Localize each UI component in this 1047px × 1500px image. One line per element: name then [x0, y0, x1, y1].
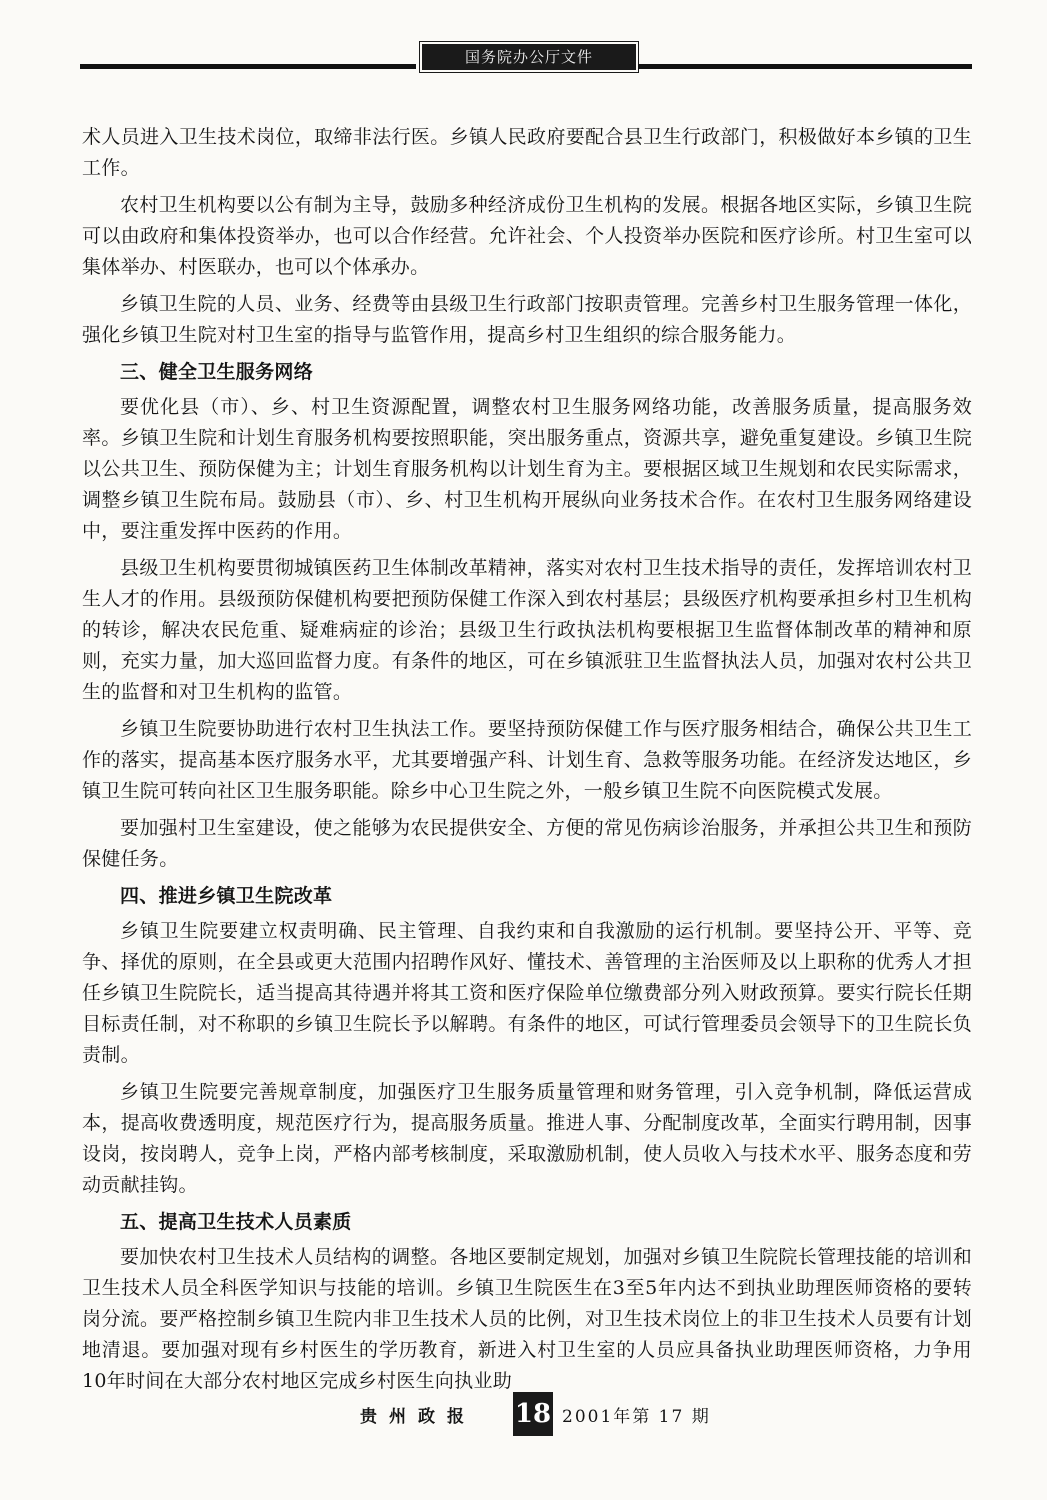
article-body — [82, 122, 972, 1403]
paragraph: 要加快农村卫生技术人员结构的调整。各地区要制定规划，加强对乡镇卫生院院长管理技能的培训和卫生技术人员全科医学知识与技能的培训。乡镇卫生院医生在3至5年内达不到执业助理医师资格的要转岗分流。要严格控制乡镇卫生院内非卫生技术人员的比例，对卫生技术岗位上的非卫生技术人员要有计划地清退。要加强对现有乡村医生的学历教育，新进入村卫生室的人员应具备执业助理医师资格，力争用10年时间在大部分农村地区完成乡村医生向执业助 — [82, 1246, 972, 1392]
page-number: 18 — [513, 1392, 553, 1436]
page-header — [80, 42, 972, 72]
paragraph: 乡镇卫生院的人员、业务、经费等由县级卫生行政部门按职责管理。完善乡村卫生服务管理一体化，强化乡镇卫生院对村卫生室的指导与监管作用，提高乡村卫生组织的综合服务能力。 — [82, 293, 972, 346]
page-footer — [0, 1390, 1047, 1440]
header-rule-right — [638, 64, 972, 69]
paragraph: 乡镇卫生院要完善规章制度，加强医疗卫生服务质量管理和财务管理，引入竞争机制，降低运营成本，提高收费透明度，规范医疗行为，提高服务质量。推进人事、分配制度改革，全面实行聘用制，因事设岗，按岗聘人，竞争上岗，严格内部考核制度，采取激励机制，使人员收入与技术水平、服务态度和劳动贡献挂钩。 — [82, 1081, 972, 1196]
section-heading-5: 五、提高卫生技术人员素质 — [120, 1211, 352, 1233]
section-heading-4: 四、推进乡镇卫生院改革 — [120, 885, 333, 907]
paragraph: 要加强村卫生室建设，使之能够为农民提供安全、方便的常见伤病诊治服务，并承担公共卫生和预防保健任务。 — [82, 817, 972, 870]
paragraph: 要优化县（市）、乡、村卫生资源配置，调整农村卫生服务网络功能，改善服务质量，提高服务效率。乡镇卫生院和计划生育服务机构要按照职能，突出服务重点，资源共享，避免重复建设。乡镇卫生院以公共卫生、预防保健为主；计划生育服务机构以计划生育为主。要根据区域卫生规划和农民实际需求，调整乡镇卫生院布局。鼓励县（市）、乡、村卫生机构开展纵向业务技术合作。在农村卫生服务网络建设中，要注重发挥中医药的作用。 — [82, 396, 972, 542]
header-title: 国务院办公厅文件 — [422, 44, 636, 70]
paragraph: 农村卫生机构要以公有制为主导，鼓励多种经济成份卫生机构的发展。根据各地区实际，乡镇卫生院可以由政府和集体投资举办，也可以合作经营。允许社会、个人投资举办医院和医疗诊所。村卫生室可以集体举办、村医联办，也可以个体承办。 — [82, 194, 972, 278]
paragraph: 县级卫生机构要贯彻城镇医药卫生体制改革精神，落实对农村卫生技术指导的责任，发挥培训农村卫生人才的作用。县级预防保健机构要把预防保健工作深入到农村基层；县级医疗机构要承担乡村卫生机构的转诊，解决农民危重、疑难病症的诊治；县级卫生行政执法机构要根据卫生监督体制改革的精神和原则，充实力量，加大巡回监督力度。有条件的地区，可在乡镇派驻卫生监督执法人员，加强对农村公共卫生的监督和对卫生机构的监管。 — [82, 557, 972, 703]
header-rule-left — [80, 64, 416, 69]
paragraph: 乡镇卫生院要协助进行农村卫生执法工作。要坚持预防保健工作与医疗服务相结合，确保公共卫生工作的落实，提高基本医疗服务水平，尤其要增强产科、计划生育、急救等服务功能。在经济发达地区，乡镇卫生院可转向社区卫生服务职能。除乡中心卫生院之外，一般乡镇卫生院不向医院模式发展。 — [82, 718, 972, 802]
paragraph: 乡镇卫生院要建立权责明确、民主管理、自我约束和自我激励的运行机制。要坚持公开、平等、竞争、择优的原则，在全县或更大范围内招聘作风好、懂技术、善管理的主治医师及以上职称的优秀人才担任乡镇卫生院院长，适当提高其待遇并将其工资和医疗保险单位缴费部分列入财政预算。要实行院长任期目标责任制，对不称职的乡镇卫生院长予以解聘。有条件的地区，可试行管理委员会领导下的卫生院长负责制。 — [82, 920, 972, 1066]
journal-name: 贵州政报 — [360, 1407, 476, 1427]
section-heading-3: 三、健全卫生服务网络 — [120, 361, 314, 383]
paragraph-continued: 术人员进入卫生技术岗位，取缔非法行医。乡镇人民政府要配合县卫生行政部门，积极做好本乡镇的卫生工作。 — [82, 126, 972, 179]
issue-label: 2001年第 17 期 — [562, 1407, 711, 1427]
